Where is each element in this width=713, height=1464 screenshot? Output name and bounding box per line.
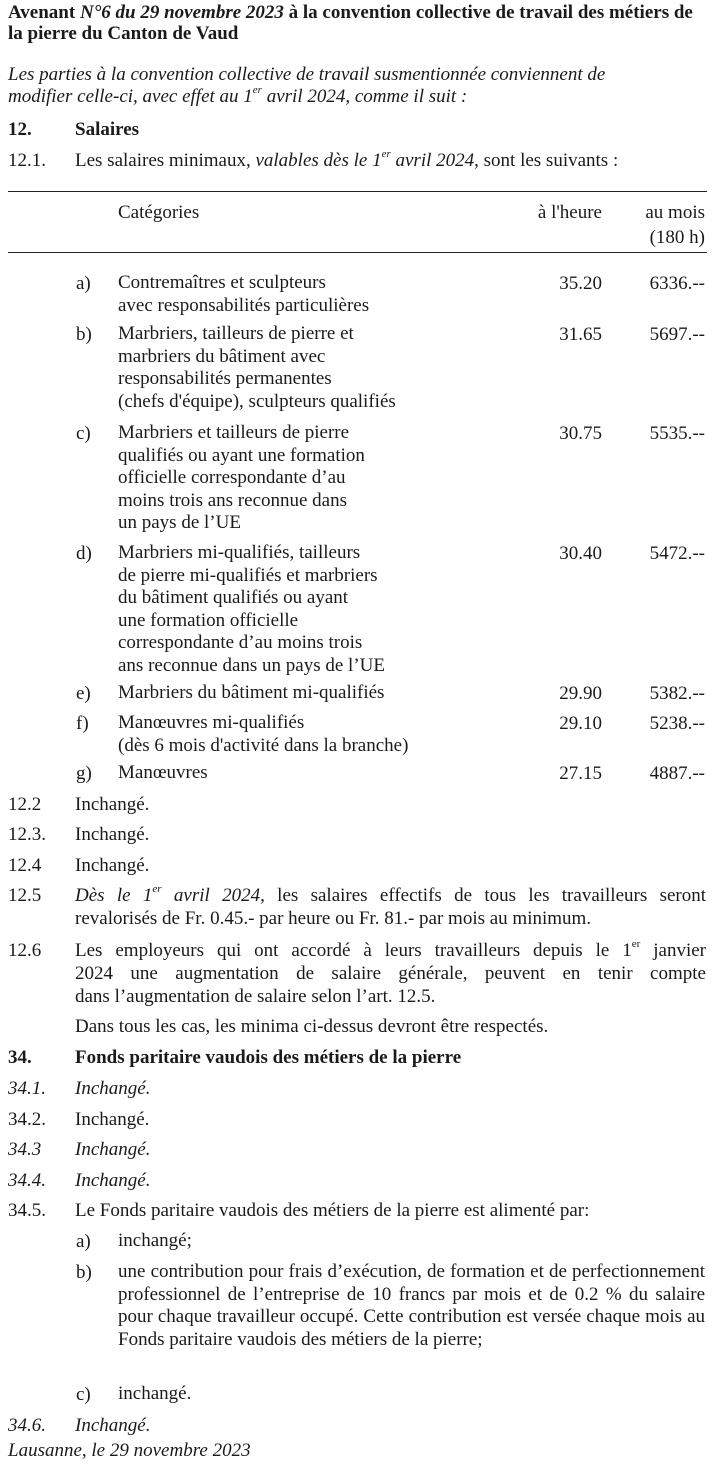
section-heading: Salaires <box>75 119 140 140</box>
list-item-text: inchangé. <box>118 1383 192 1404</box>
table-top-rule <box>8 191 707 192</box>
article-number: 34.2. <box>8 1109 46 1130</box>
article-number: 34.6. <box>8 1415 46 1436</box>
article-text: Inchangé. <box>75 1078 151 1099</box>
article-number: 12.5 <box>8 885 42 906</box>
table-row-category: Marbriers, tailleurs de pierre et marbriers du bâtiment avec responsabilités permanentes (chefs d'équipe), sculpteurs qualifiés <box>118 323 396 412</box>
intro-line: modifier celle-ci, avec effet au 1er avril 2024, comme il suit : <box>8 83 468 107</box>
section-number: 34. <box>8 1047 32 1068</box>
document-title <box>8 2 708 44</box>
table-row-hourly-wage: 30.75 <box>559 423 602 444</box>
title-prefix: Avenant <box>8 2 80 23</box>
table-row-hourly-wage: 27.15 <box>559 763 602 784</box>
table-row-monthly-wage: 4887.-- <box>649 763 705 784</box>
table-header-hour: à l'heure <box>537 202 602 223</box>
table-row-letter: c) <box>76 423 91 444</box>
table-row-letter: b) <box>76 324 92 345</box>
table-row-monthly-wage: 5697.-- <box>649 324 705 345</box>
table-header-month: au mois <box>645 202 705 223</box>
article-number: 12.4 <box>8 855 42 876</box>
table-row-hourly-wage: 30.40 <box>559 543 602 564</box>
article-text: Inchangé. <box>75 855 150 876</box>
article-number: 12.1. <box>8 150 46 171</box>
article-text: Les salaires minimaux, valables dès le 1er avril 2024, sont les suivants : <box>75 147 619 171</box>
table-row-hourly-wage: 29.10 <box>559 713 602 734</box>
list-item-text: inchangé; <box>118 1230 192 1251</box>
section-heading: Fonds paritaire vaudois des métiers de la pierre <box>75 1047 462 1068</box>
table-row-monthly-wage: 6336.-- <box>649 273 705 294</box>
section-number: 12. <box>8 119 32 140</box>
table-header-categories: Catégories <box>118 202 200 223</box>
list-letter: c) <box>76 1384 91 1405</box>
article-text: Dès le 1er avril 2024, les salaires effectifs de tous les travailleurs seront revalorisés de Fr. 0.45.- par heure ou Fr. 81.- par mois au minimum. <box>75 882 706 929</box>
table-row-letter: e) <box>76 683 91 704</box>
article-text: Inchangé. <box>75 1139 151 1160</box>
article-number: 34.5. <box>8 1200 46 1221</box>
table-header-rule <box>8 252 707 253</box>
table-header-month-note: (180 h) <box>649 227 705 248</box>
table-row-category: Marbriers du bâtiment mi-qualifiés <box>118 682 385 703</box>
article-number: 34.3 <box>8 1139 42 1160</box>
article-text: Les employeurs qui ont accordé à leurs travailleurs depuis le 1er janvier 2024 une augmentation de salaire générale, peuvent en tenir compte dans l’augmentation de salaire selon l’art. 12.5. <box>75 937 706 1007</box>
table-row-letter: a) <box>76 273 91 294</box>
table-row-letter: d) <box>76 543 92 564</box>
article-text: Inchangé. <box>75 1170 151 1191</box>
article-number: 34.4. <box>8 1170 46 1191</box>
article-number: 12.2 <box>8 794 42 815</box>
table-row-category: Marbriers mi-qualifiés, tailleurs de pierre mi-qualifiés et marbriers du bâtiment qualifiés ou ayant une formation officielle correspondante d’au moins trois ans reconnue dans un pays de l’UE <box>118 542 385 676</box>
article-note: Dans tous les cas, les minima ci-dessus devront être respectés. <box>75 1016 549 1037</box>
table-row-letter: g) <box>76 763 92 784</box>
list-item-text: une contribution pour frais d’exécution, de formation et de perfectionnement professionnel de l’entreprise de 10 francs par mois et de 0.2 % du salaire pour chaque travailleur occupé. Cette contribution est versée chaque mois au Fonds paritaire vaudois des métiers de la pierre; <box>118 1261 705 1350</box>
table-row-category: Manœuvres <box>118 762 208 783</box>
table-row-monthly-wage: 5238.-- <box>649 713 705 734</box>
table-row-hourly-wage: 29.90 <box>559 683 602 704</box>
article-text: Inchangé. <box>75 1109 150 1130</box>
closing-place-date: Lausanne, le 29 novembre 2023 <box>8 1440 251 1461</box>
title-avenant-number: N°6 du 29 novembre 2023 <box>79 2 284 23</box>
title-suffix: à la convention collective de travail des métiers de la pierre du Canton de Vaud <box>8 2 693 44</box>
table-row-letter: f) <box>76 713 89 734</box>
intro-paragraph <box>8 64 708 108</box>
table-row-hourly-wage: 35.20 <box>559 273 602 294</box>
intro-line: Les parties à la convention collective de travail susmentionnée conviennent de <box>8 64 606 85</box>
article-text: Inchangé. <box>75 794 150 815</box>
article-text: Le Fonds paritaire vaudois des métiers de la pierre est alimenté par: <box>75 1200 590 1221</box>
table-row-category: Contremaîtres et sculpteurs avec responsabilités particulières <box>118 272 370 316</box>
article-text: Inchangé. <box>75 1415 151 1436</box>
table-row-category: Manœuvres mi-qualifiés (dès 6 mois d'activité dans la branche) <box>118 712 409 756</box>
article-text: Inchangé. <box>75 824 150 845</box>
table-row-category: Marbriers et tailleurs de pierre qualifiés ou ayant une formation officielle correspondante d’au moins trois ans reconnue dans un pays de l’UE <box>118 422 365 533</box>
table-row-monthly-wage: 5472.-- <box>649 543 705 564</box>
list-letter: a) <box>76 1231 91 1252</box>
table-row-monthly-wage: 5382.-- <box>649 683 705 704</box>
article-number: 34.1. <box>8 1078 46 1099</box>
table-row-monthly-wage: 5535.-- <box>649 423 705 444</box>
article-number: 12.3. <box>8 824 46 845</box>
list-letter: b) <box>76 1262 92 1283</box>
table-row-hourly-wage: 31.65 <box>559 324 602 345</box>
article-number: 12.6 <box>8 940 42 961</box>
